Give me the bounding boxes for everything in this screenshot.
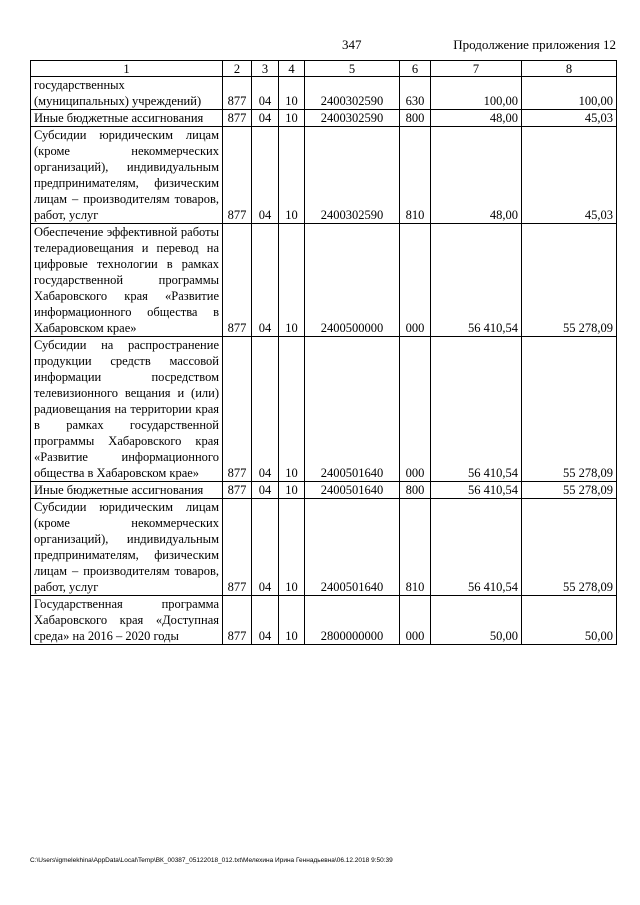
ministry-code-cell: 877 — [223, 499, 252, 596]
expense-type-cell: 800 — [400, 110, 431, 127]
subsection-code-cell: 10 — [279, 110, 305, 127]
column-header: 2 — [223, 61, 252, 77]
page-number: 347 — [342, 37, 362, 52]
ministry-code-cell: 877 — [223, 482, 252, 499]
section-code-cell: 04 — [252, 127, 279, 224]
row-name-cell: Субсидии юридическим лицам (кроме некоммерческих организаций), индивидуальным предпринимателям, физическим лицам – производителям товаров, работ, услуг — [31, 499, 223, 596]
column-header: 6 — [400, 61, 431, 77]
budget-table — [30, 60, 617, 645]
file-path-footer: C:\Users\igmelekhina\AppData\Local\Temp\ВК_00387_05122018_012.txt\Мелехина Ирина Геннадьевна\06.12.2018 9:50:39 — [30, 857, 393, 864]
appendix-continuation-label: Продолжение приложения 12 — [453, 37, 616, 52]
ministry-code-cell: 877 — [223, 596, 252, 645]
column-header: 1 — [31, 61, 223, 77]
table-row — [31, 337, 617, 482]
ministry-code-cell: 877 — [223, 337, 252, 482]
column-header: 3 — [252, 61, 279, 77]
target-article-cell: 2400302590 — [305, 77, 400, 110]
subsection-code-cell: 10 — [279, 482, 305, 499]
planned-amount-cell: 56 410,54 — [431, 482, 522, 499]
target-article-cell: 2400501640 — [305, 499, 400, 596]
expense-type-cell: 000 — [400, 224, 431, 337]
actual-amount-cell: 45,03 — [522, 110, 617, 127]
row-name-cell: Иные бюджетные ассигнования — [31, 482, 223, 499]
target-article-cell: 2400302590 — [305, 110, 400, 127]
section-code-cell: 04 — [252, 337, 279, 482]
row-name-cell: Обеспечение эффективной работы телерадиовещания и перевод на цифровые технологии в рамках государственной программы Хабаровского края «Развитие информационного общества в Хабаровском крае» — [31, 224, 223, 337]
planned-amount-cell: 56 410,54 — [431, 224, 522, 337]
row-name-cell: Субсидии юридическим лицам (кроме некоммерческих организаций), индивидуальным предпринимателям, физическим лицам – производителям товаров, работ, услуг — [31, 127, 223, 224]
section-code-cell: 04 — [252, 596, 279, 645]
planned-amount-cell: 56 410,54 — [431, 337, 522, 482]
planned-amount-cell: 100,00 — [431, 77, 522, 110]
actual-amount-cell: 55 278,09 — [522, 224, 617, 337]
planned-amount-cell: 48,00 — [431, 110, 522, 127]
subsection-code-cell: 10 — [279, 596, 305, 645]
row-name-cell: Субсидии на распространение продукции средств массовой информации посредством телевизионного вещания и (или) радиовещания на территории края в рамках государственной программы Хабаровского края «Развитие информационного общества в Хабаровском крае» — [31, 337, 223, 482]
expense-type-cell: 630 — [400, 77, 431, 110]
column-header: 4 — [279, 61, 305, 77]
actual-amount-cell: 55 278,09 — [522, 499, 617, 596]
expense-type-cell: 810 — [400, 499, 431, 596]
planned-amount-cell: 48,00 — [431, 127, 522, 224]
section-code-cell: 04 — [252, 110, 279, 127]
actual-amount-cell: 45,03 — [522, 127, 617, 224]
column-header: 8 — [522, 61, 617, 77]
actual-amount-cell: 55 278,09 — [522, 482, 617, 499]
subsection-code-cell: 10 — [279, 77, 305, 110]
row-name-cell: Государственная программа Хабаровского края «Доступная среда» на 2016 – 2020 годы — [31, 596, 223, 645]
actual-amount-cell: 55 278,09 — [522, 337, 617, 482]
subsection-code-cell: 10 — [279, 224, 305, 337]
subsection-code-cell: 10 — [279, 499, 305, 596]
target-article-cell: 2400501640 — [305, 337, 400, 482]
expense-type-cell: 000 — [400, 337, 431, 482]
target-article-cell: 2400302590 — [305, 127, 400, 224]
section-code-cell: 04 — [252, 224, 279, 337]
ministry-code-cell: 877 — [223, 110, 252, 127]
row-name-cell: Иные бюджетные ассигнования — [31, 110, 223, 127]
target-article-cell: 2800000000 — [305, 596, 400, 645]
ministry-code-cell: 877 — [223, 77, 252, 110]
table-row — [31, 596, 617, 645]
section-code-cell: 04 — [252, 482, 279, 499]
expense-type-cell: 800 — [400, 482, 431, 499]
actual-amount-cell: 50,00 — [522, 596, 617, 645]
table-row — [31, 499, 617, 596]
actual-amount-cell: 100,00 — [522, 77, 617, 110]
expense-type-cell: 000 — [400, 596, 431, 645]
row-name-cell: государственных (муниципальных) учреждений) — [31, 77, 223, 110]
table-row — [31, 110, 617, 127]
section-code-cell: 04 — [252, 499, 279, 596]
target-article-cell: 2400501640 — [305, 482, 400, 499]
planned-amount-cell: 56 410,54 — [431, 499, 522, 596]
table-row — [31, 482, 617, 499]
column-header: 7 — [431, 61, 522, 77]
section-code-cell: 04 — [252, 77, 279, 110]
column-number-row — [31, 61, 617, 77]
table-row — [31, 224, 617, 337]
table-row — [31, 127, 617, 224]
subsection-code-cell: 10 — [279, 337, 305, 482]
column-header: 5 — [305, 61, 400, 77]
target-article-cell: 2400500000 — [305, 224, 400, 337]
planned-amount-cell: 50,00 — [431, 596, 522, 645]
expense-type-cell: 810 — [400, 127, 431, 224]
table-row — [31, 77, 617, 110]
ministry-code-cell: 877 — [223, 224, 252, 337]
subsection-code-cell: 10 — [279, 127, 305, 224]
ministry-code-cell: 877 — [223, 127, 252, 224]
